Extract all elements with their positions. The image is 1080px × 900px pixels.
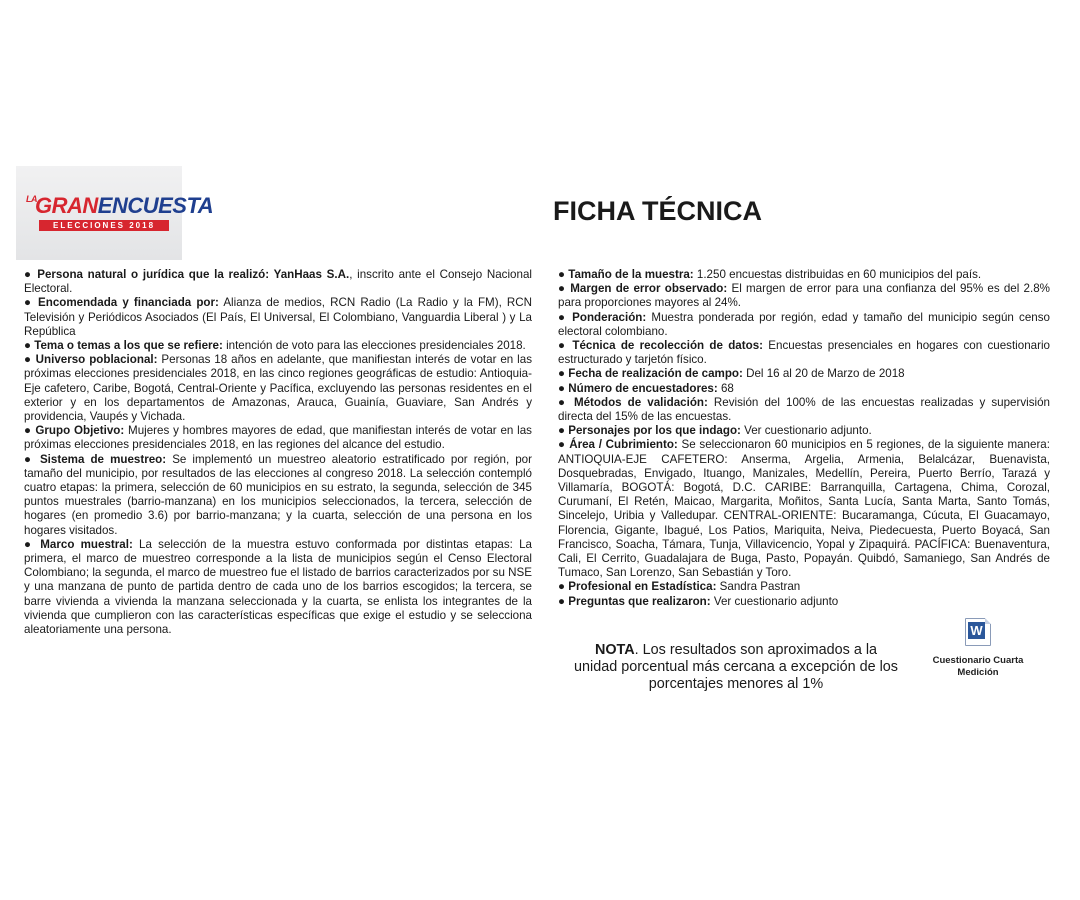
bullet: ●	[558, 424, 566, 438]
word-letter: W	[968, 622, 985, 639]
item-tamano-muestra	[558, 268, 1050, 282]
item-realizador	[24, 268, 532, 296]
item-text: La selección de la muestra estuvo conformada por distintas etapas: La primera, el marco de muestreo corresponde a la lista de municipios según el Censo Electoral Colombiano; la segunda, el marco de muestreo fue el listado de barrios caracterizados por su NSE y una manzana de punto de partida dentro de cada uno de los barrios escogidos; la tercera, se barre vivienda a vivienda la manzana seleccionada y la cuarta, se enlista los integrantes de la vivienda que cumplieron con las características específicas que exige el estudio y se selecciona aleatoriamente una persona.	[24, 537, 532, 637]
bullet: ●	[558, 310, 567, 324]
item-label: Sistema de muestreo:	[39, 452, 167, 466]
item-text: El margen de error para una confianza del 95% es del 2.8% para proporciones mayores al 24%.	[558, 282, 1050, 310]
word-document-icon[interactable]	[965, 618, 991, 646]
item-tema	[24, 339, 532, 353]
bullet: ●	[558, 282, 567, 296]
gran-encuesta-logo	[16, 166, 214, 260]
item-text: Del 16 al 20 de Marzo de 2018	[742, 367, 905, 381]
item-label: Tema o temas a los que se refiere:	[34, 339, 223, 353]
item-fecha-campo	[558, 367, 1050, 381]
item-label: Número de encuestadores:	[568, 381, 718, 395]
item-label: Fecha de realización de campo:	[568, 367, 743, 381]
logo-wordmark	[26, 195, 213, 217]
item-label: Encomendada y financiada por:	[38, 296, 219, 310]
item-label: Marco muestral:	[40, 537, 133, 551]
item-marco-muestral	[24, 538, 532, 637]
bullet: ●	[24, 424, 32, 438]
item-text: 1.250 encuestas distribuidas en 60 municipios del país.	[693, 268, 982, 281]
item-text: 68	[717, 381, 734, 395]
item-text: intención de voto para las elecciones presidenciales 2018.	[222, 339, 526, 353]
logo-band-elecciones: ELECCIONES 2018	[39, 220, 169, 231]
item-label: Margen de error observado:	[570, 282, 728, 296]
item-label: Área / Cubrimiento:	[569, 438, 678, 452]
attachment-label[interactable]: Cuestionario Cuarta Medición	[932, 655, 1024, 678]
item-label: Preguntas que realizaron:	[568, 594, 711, 608]
bullet: ●	[24, 296, 33, 310]
item-text: Muestra ponderada por región, edad y tamaño del municipio según censo electoral colombiano.	[558, 310, 1050, 338]
item-profesional-estadistica	[558, 580, 1050, 594]
bullet: ●	[24, 452, 34, 466]
bullet: ●	[558, 339, 568, 353]
item-label: Ponderación:	[572, 310, 647, 324]
item-universo	[24, 353, 532, 424]
item-ponderacion	[558, 311, 1050, 339]
item-preguntas	[558, 595, 1050, 609]
nota-label: NOTA	[594, 642, 635, 658]
logo-prefix: LA	[26, 194, 37, 204]
left-column	[24, 268, 532, 637]
logo-word-gran: GRAN	[35, 193, 98, 218]
bullet: ●	[558, 438, 566, 452]
item-text: Ver cuestionario adjunto	[710, 594, 839, 608]
bullet: ●	[24, 537, 35, 551]
cuestionario-attachment[interactable]	[930, 618, 1026, 679]
item-label: Persona natural o jurídica que la realizó: YanHaas S.A.	[37, 268, 350, 281]
right-column	[558, 268, 1050, 609]
item-label: Profesional en Estadística:	[568, 580, 717, 594]
item-text: Encuestas presenciales en hogares con cuestionario estructurado y tarjetón físico.	[558, 339, 1050, 367]
item-text: Alianza de medios, RCN Radio (La Radio y la FM), RCN Televisión y Periódicos Asociados (El País, El Universal, El Colombiano, Vanguardia Liberal ) y La República	[24, 296, 533, 338]
item-text: , inscrito ante el Consejo Nacional Electoral.	[24, 268, 532, 296]
bullet: ●	[24, 339, 32, 353]
bullet: ●	[558, 381, 566, 395]
item-tecnica-recoleccion	[558, 339, 1050, 367]
item-grupo-objetivo	[24, 424, 532, 452]
page-title: FICHA TÉCNICA	[553, 196, 762, 226]
nota-body: . Los resultados son aproximados a la unidad porcentual más cercana a excepción de los porcentajes menores al 1%	[574, 642, 898, 692]
item-label: Tamaño de la muestra:	[568, 268, 694, 281]
logo-word-encuesta: ENCUESTA	[97, 193, 214, 218]
item-label: Métodos de validación:	[573, 395, 708, 409]
bullet: ●	[558, 395, 568, 409]
item-area-cubrimiento	[558, 438, 1050, 580]
bullet: ●	[558, 580, 566, 594]
item-label: Universo poblacional:	[35, 353, 158, 367]
item-label: Grupo Objetivo:	[35, 424, 125, 438]
item-text: Se implementó un muestreo aleatorio estratificado por región, por tamaño del municipio, por resultados de las elecciones al congreso 2018. La selección contempló cuatro etapas: la primera, selección de 60 municipios en su estrato, la segunda, selección de 345 puntos muestrales (barrio-manzana) en los municipios seleccionados, la tercera, selección de hogares (en promedio 3.6) por barrio-manzana; y la cuarta, selección de una persona en los hogares visitados.	[24, 452, 532, 537]
page-fold	[985, 618, 991, 624]
item-text: Sandra Pastran	[716, 580, 801, 594]
item-text: Personas 18 años en adelante, que manifiestan interés de votar en las próximas elecciones presidenciales 2018, en las cinco regiones geográficas de estudio: Antioquia-Eje cafetero, Caribe, Bogotá, Central-Oriente y Pacífica, excluyendo las personas residentes en el exterior y en los departamentos de Amazonas, Arauca, Guainía, Guaviare, San Andrés y providencia, Vaupés y Vichada.	[24, 353, 532, 424]
item-numero-encuestadores	[558, 382, 1050, 396]
item-label: Personajes por los que indago:	[568, 424, 741, 438]
item-text: Revisión del 100% de las encuestas realizadas y supervisión directa del 15% de las encuestas.	[558, 395, 1050, 424]
item-sistema-muestreo	[24, 453, 532, 538]
item-metodos-validacion	[558, 396, 1050, 424]
bullet: ●	[558, 268, 566, 281]
bullet: ●	[558, 367, 566, 381]
item-label: Técnica de recolección de datos:	[572, 339, 763, 353]
item-text: Ver cuestionario adjunto.	[740, 424, 872, 438]
bullet: ●	[558, 594, 566, 608]
bullet: ●	[24, 268, 33, 281]
item-text: Mujeres y hombres mayores de edad, que manifiestan interés de votar en las próximas elecciones presidenciales 2018, en las regiones del alcance del estudio.	[24, 424, 532, 452]
item-financiada	[24, 296, 532, 339]
item-personajes	[558, 424, 1050, 438]
item-text: Se seleccionaron 60 municipios en 5 regiones, de la siguiente manera: ANTIOQUIA-EJE CAFETERO: Anserma, Argelia, Armenia, Belalcázar, Buenavista, Dosquebradas, Envigado, Ituango, Manizales, Medellín, Pereira, Puerto Berrío, Tarazá y Villamaría, BOGOTÁ: Bogotá, D.C. CARIBE: Barranquilla, Cartagena, Chima, Corozal, Curumaní, El Retén, Maicao, Margarita, Moñitos, Santa Lucía, Santa Marta, Santo Tomás, Sincelejo, Uribia y Valledupar. CENTRAL-ORIENTE: Bucaramanga, Cúcuta, El Guacamayo, Florencia, Gigante, Ibagué, Los Patios, Mariquita, Neiva, Piedecuesta, Puerto Boyacá, San Francisco, Soacha, Támara, Tunja, Villavicencio, Yopal y Zipaquirá. PACÍFICA: Buenaventura, Cali, El Cerrito, Guadalajara de Buga, Pasto, Popayán. Quibdó, Samaniego, San Andrés de Tumaco, San Lorenzo, San Sebastián y Toro.	[558, 438, 1050, 580]
bullet: ●	[24, 353, 32, 367]
nota-text	[572, 642, 900, 693]
item-margen-error	[558, 282, 1050, 310]
